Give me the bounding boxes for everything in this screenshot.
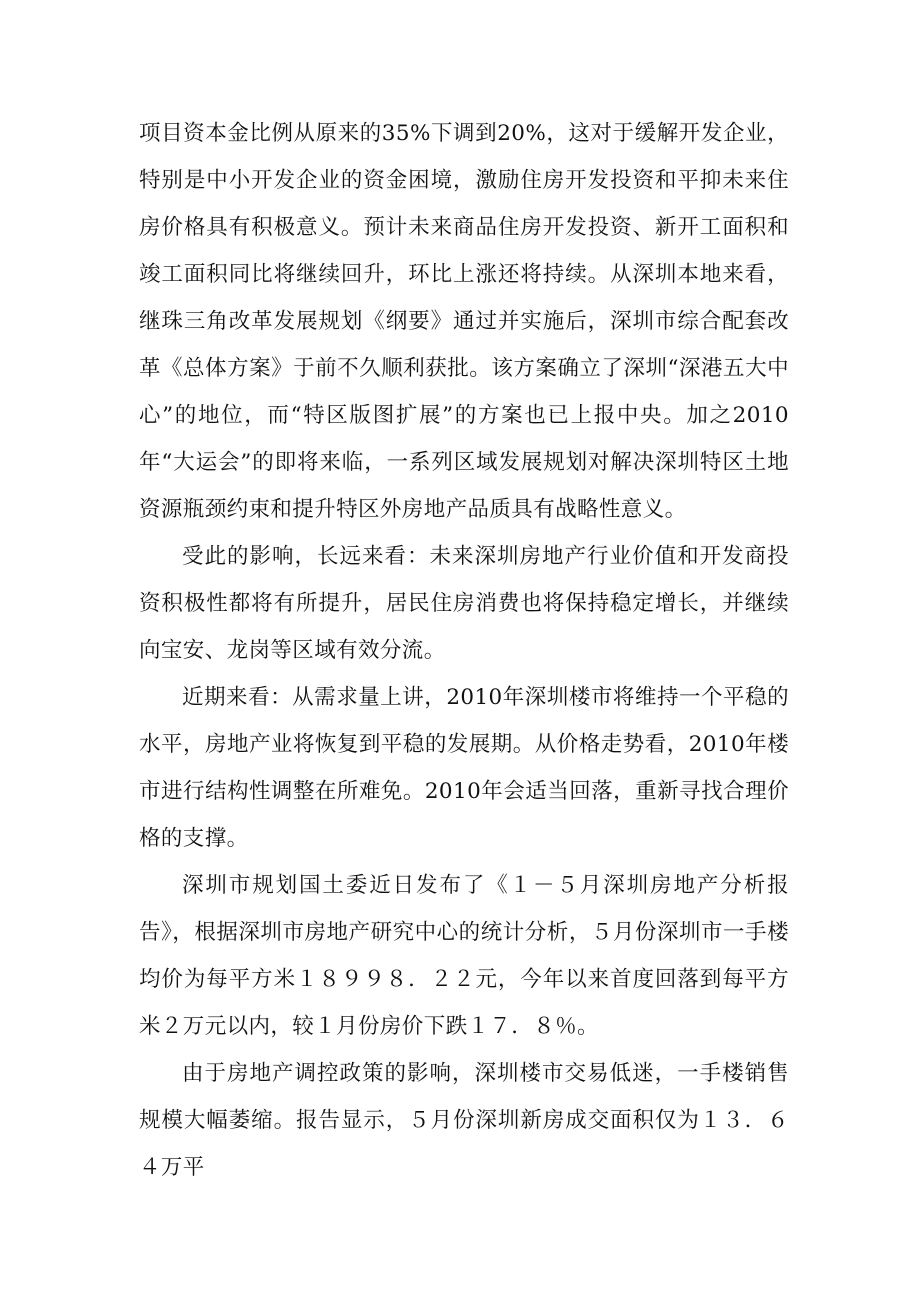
paragraph-long-term-outlook: 受此的影响，长远来看：未来深圳房地产行业价值和开发商投资积极性都将有所提升，居民住房消费也将保持稳定增长，并继续向宝安、龙岗等区域有效分流。 bbox=[139, 544, 789, 663]
document-body bbox=[139, 110, 789, 1191]
paragraph-market-slump: 由于房地产调控政策的影响，深圳楼市交易低迷，一手楼销售规模大幅萎缩。报告显示，５月份深圳新房成交面积仅为１３．６４万平 bbox=[139, 1061, 789, 1180]
paragraph-short-term-outlook: 近期来看：从需求量上讲，2010年深圳楼市将维持一个平稳的水平，房地产业将恢复到平稳的发展期。从价格走势看，2010年楼市进行结构性调整在所难免。2010年会适当回落，重新寻找合理价格的支撑。 bbox=[139, 685, 789, 851]
paragraph-capital-ratio: 项目资本金比例从原来的35%下调到20%，这对于缓解开发企业，特别是中小开发企业的资金困境，激励住房开发投资和平抑未来住房价格具有积极意义。预计未来商品住房开发投资、新开工面积和竣工面积同比将继续回升，环比上涨还将持续。从深圳本地来看，继珠三角改革发展规划《纲要》通过并实施后，深圳市综合配套改革《总体方案》于前不久顺利获批。该方案确立了深圳“深港五大中心”的地位，而“特区版图扩展”的方案也已上报中央。加之2010年“大运会”的即将来临，一系列区域发展规划对解决深圳特区土地资源瓶颈约束和提升特区外房地产品质具有战略性意义。 bbox=[139, 121, 789, 522]
paragraph-analysis-report: 深圳市规划国土委近日发布了《１－５月深圳房地产分析报告》，根据深圳市房地产研究中心的统计分析，５月份深圳市一手楼均价为每平方米１８９９８．２２元，今年以来首度回落到每平方米２万元以内，较１月份房价下跌１７．８％。 bbox=[139, 873, 789, 1039]
